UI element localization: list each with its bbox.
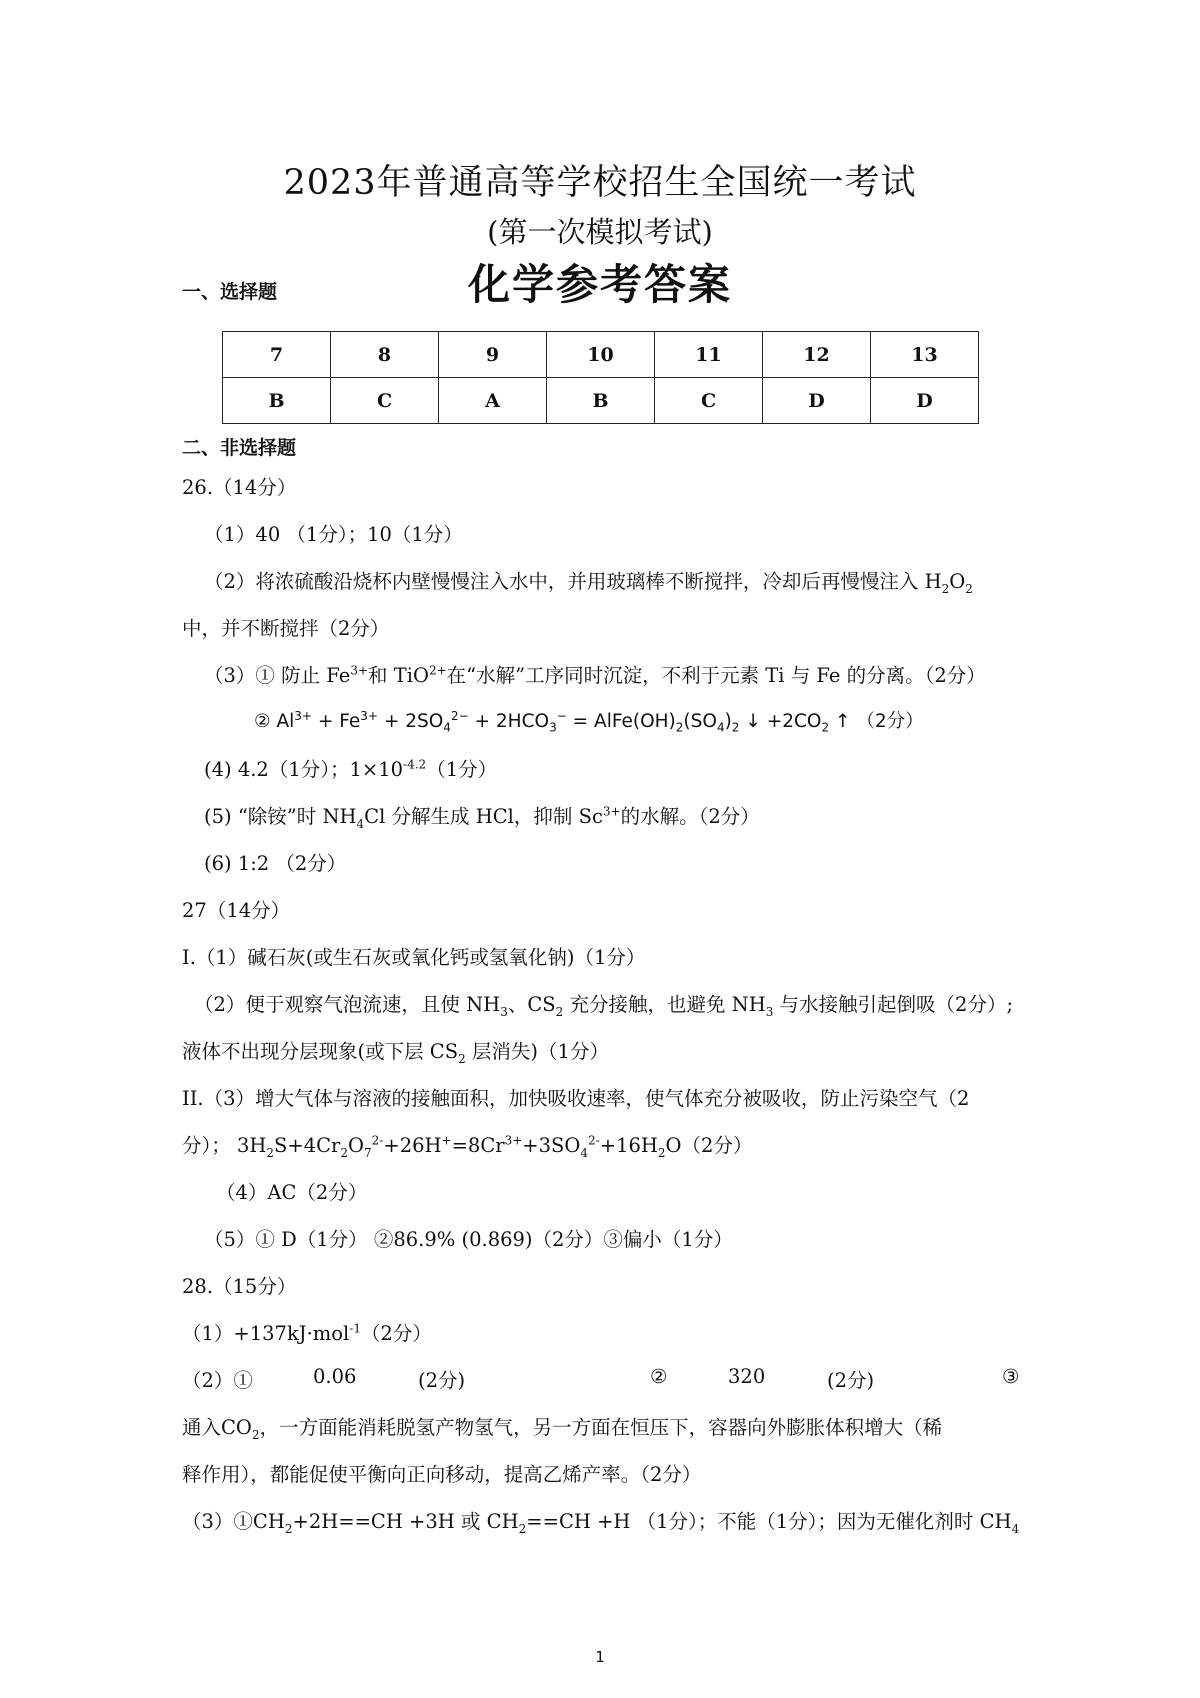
q27-II-part5: （5）① D（1分） ②86.9% (0.869)（2分）③偏小（1分） [204,1228,733,1251]
q26-part2-line1: （2）将浓硫酸沿烧杯内壁慢慢注入水中，并用玻璃棒不断搅拌，冷却后再慢慢注入 $H_2O_2$ [204,570,973,596]
question-number-cell: 12 [763,332,871,378]
q26-heading: 26.（14分） [182,476,297,499]
q26-part5: (5) “除铵”时 $NH_4Cl$ 分解生成 HCl，抑制 $Sc^{3+}$的水解。（2分） [204,804,760,831]
q28-part2-value-2: 320 [728,1365,766,1388]
q27-II-part3-line2: 分）； $3H_2S+4Cr_2O_7^{2-}+26H^+=8Cr^{3+}+3SO_4^{2-}+16H_2O(2$分） [182,1133,753,1160]
q28-part2-line2: 通入$CO_2$，一方面能消耗脱氢产物氢气，另一方面在恒压下，容器向外膨胀体积增大（稀 [182,1416,943,1442]
q28-part2-value-1: 0.06 [313,1365,357,1388]
answer-cell: D [763,378,871,424]
q28-part1: （1）+137kJ·mol$^{-1}$（2分） [182,1321,432,1345]
q28-part2-circled-1: （2）① [182,1369,253,1392]
q26-part3-1: （3）① 防止 $Fe^{3+}$和 TiO$^{2+}$在“水解”工序同时沉淀，不利于元素 Ti 与 Fe 的分离。（2分） [204,663,986,687]
answer-cell: C [331,378,439,424]
q26-part6: (6) 1:2 （2分） [204,852,347,875]
section-heading-non-choice: 二、非选择题 [182,437,297,459]
q26-part4: (4) 4.2（1分）；$1\times 10^{-4.2}(1$分） [204,757,498,781]
q27-I-part1: I.（1）碱石灰(或生石灰或氧化钙或氢氧化钠)（1分） [182,946,646,969]
q28-heading: 28.（15分） [182,1275,297,1298]
q28-part2-line3: 释作用），都能促使平衡向正向移动，提高乙烯产率。（2分） [182,1463,702,1486]
q27-heading: 27（14分） [182,899,291,922]
q28-part2-circled-3: ③ [1002,1365,1020,1388]
q28-part2-score-1: (2分) [418,1369,466,1392]
q27-I-part2-line2: 液体不出现分层现象(或下层 $CS_2$ 层消失)（1分） [182,1040,609,1066]
q27-I-part2-line1: （2）便于观察气泡流速，且使 $NH_3$、$CS_2$ 充分接触，也避免 $NH_3$ 与水接触引起倒吸（2分）; [194,993,1014,1019]
q27-II-part3-line1: II.（3）增大气体与溶液的接触面积，加快吸收速率，使气体充分被吸收，防止污染空气（2 [182,1087,970,1110]
page-number: 1 [595,1648,605,1666]
exam-subtitle: (第一次模拟考试) [487,215,713,249]
answer-table [222,331,979,424]
question-number-cell: 13 [871,332,979,378]
question-number-cell: 10 [547,332,655,378]
q26-part1: （1）40 （1分）；10（1分） [204,523,463,546]
q26-part2-line2: 中，并不断搅拌（2分） [182,617,390,640]
answer-cell: B [223,378,331,424]
exam-title: 2023年普通高等学校招生全国统一考试 [283,163,917,203]
section-heading-multiple-choice: 一、选择题 [182,281,278,303]
question-number-cell: 11 [655,332,763,378]
answer-table-answers-row [223,378,979,424]
document-title: 化学参考答案 [467,260,732,309]
answer-cell: B [547,378,655,424]
q27-II-part4: （4）AC（2分） [216,1181,368,1204]
answer-cell: D [871,378,979,424]
answer-cell: A [439,378,547,424]
question-number-cell: 8 [331,332,439,378]
q26-part3-2-equation: ② $Al^{3+} + Fe^{3+} + 2SO_4^{2-} + 2HCO_3^-$ = $AlFe(OH)_2(SO_4)_2$ ↓ $+2CO_2$ ↑ （2分） [254,708,924,735]
answer-table-numbers-row [223,332,979,378]
q28-part3: $(3)①CH_2+2H==CH +3H$ 或 $CH_2==CH +H$ （1分）；不能（1分）；因为无催化剂时 $CH_4$ [182,1510,1020,1536]
q28-part2-score-2: (2分) [827,1369,875,1392]
question-number-cell: 9 [439,332,547,378]
answer-cell: C [655,378,763,424]
q28-part2-circled-2: ② [650,1365,668,1388]
question-number-cell: 7 [223,332,331,378]
